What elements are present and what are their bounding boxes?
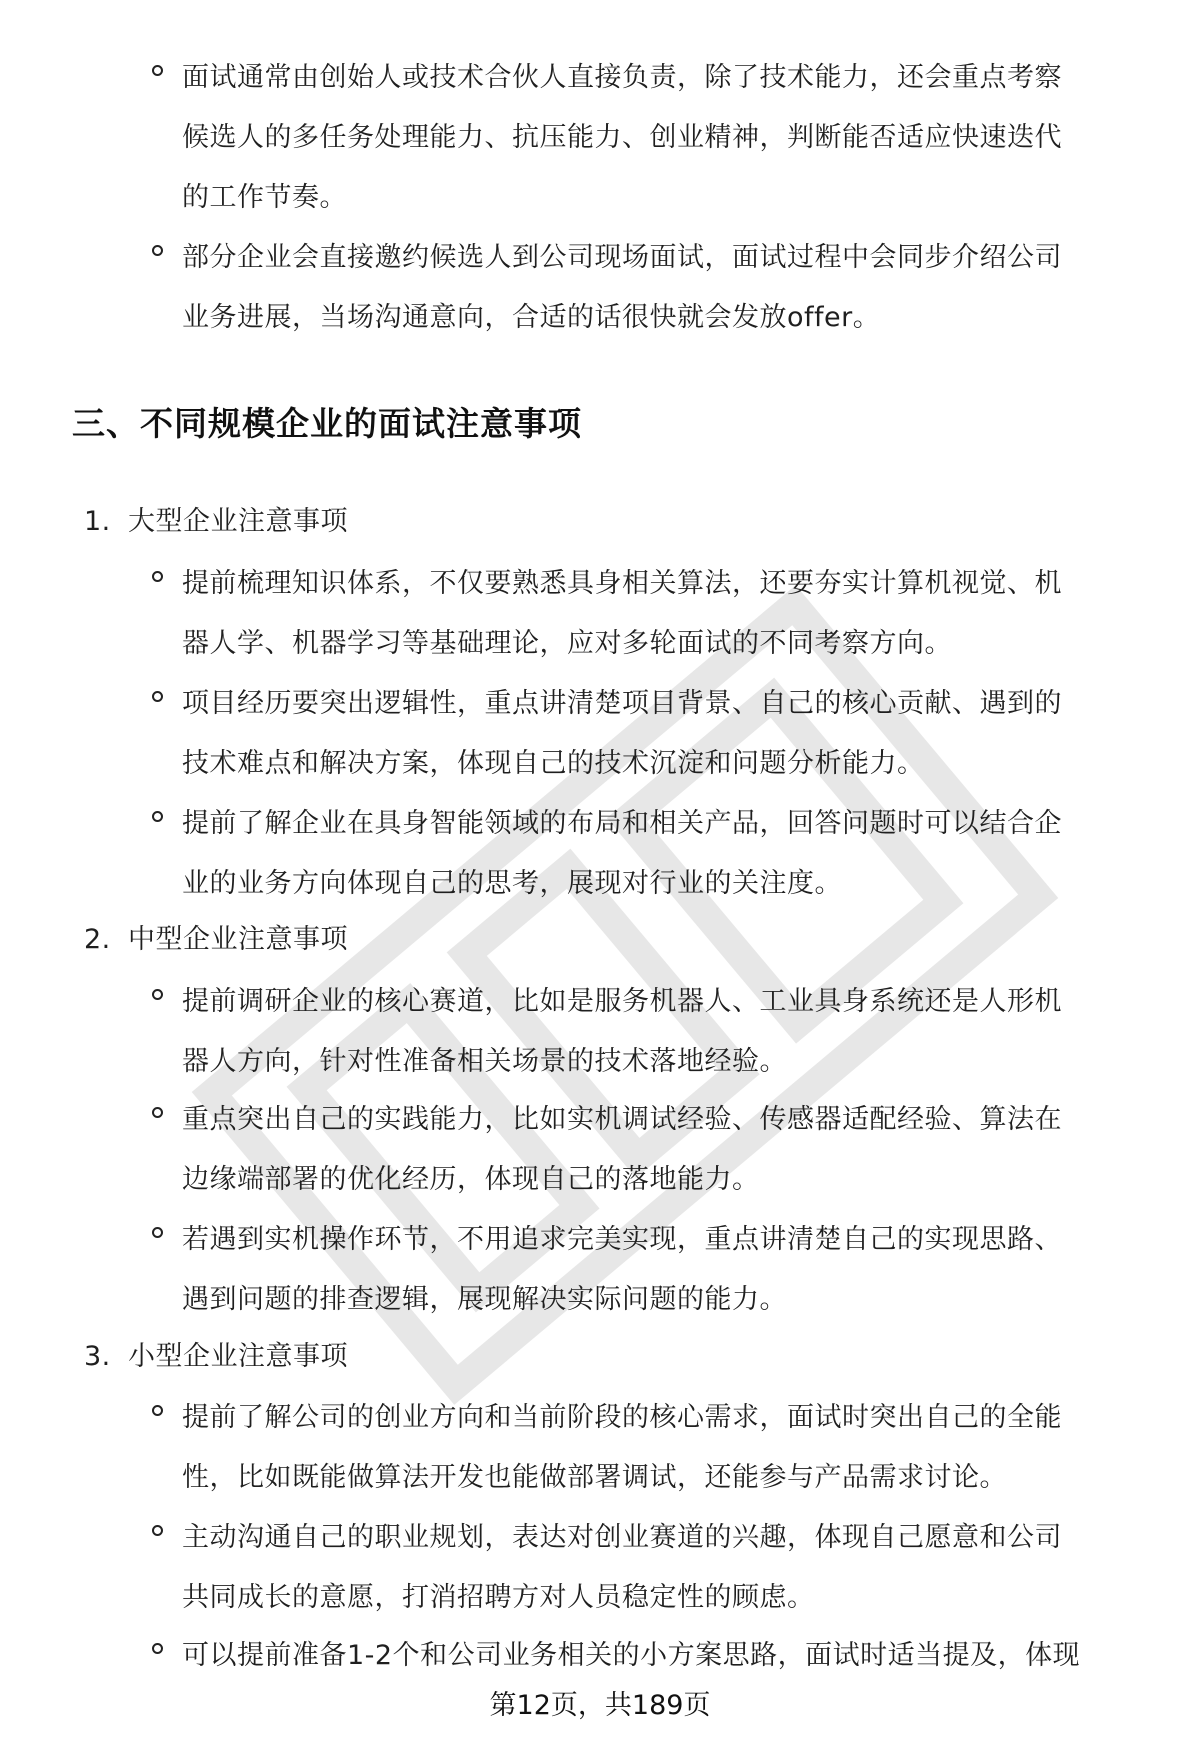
hollow-bullet-icon [152,571,163,582]
bullet-line: 性，比如既能做算法开发也能做部署调试，还能参与产品需求讨论。 [182,1462,1007,1493]
bullet-line: 可以提前准备1-2个和公司业务相关的小方案思路，面试时适当提及，体现 [182,1640,1081,1671]
hollow-bullet-icon [152,1643,163,1654]
subheading-title: 中型企业注意事项 [128,924,348,955]
list-number: 2. [84,924,111,955]
page-number: 第12页，共189页 [489,1690,711,1721]
hollow-bullet-icon [152,245,163,256]
hollow-bullet-icon [152,1227,163,1238]
hollow-bullet-icon [152,1107,163,1118]
bullet-line: 遇到问题的排查逻辑，展现解决实际问题的能力。 [182,1284,787,1315]
section-heading: 三、不同规模企业的面试注意事项 [72,404,582,443]
bullet-line: 面试通常由创始人或技术合伙人直接负责，除了技术能力，还会重点考察 [182,62,1062,93]
bullet-line: 若遇到实机操作环节，不用追求完美实现，重点讲清楚自己的实现思路、 [182,1224,1062,1255]
hollow-bullet-icon [152,65,163,76]
bullet-line: 候选人的多任务处理能力、抗压能力、创业精神，判断能否适应快速迭代 [182,122,1062,153]
bullet-line: 提前调研企业的核心赛道，比如是服务机器人、工业具身系统还是人形机 [182,986,1062,1017]
numbered-subheading [84,502,348,542]
hollow-bullet-icon [152,989,163,1000]
bullet-line: 器人学、机器学习等基础理论，应对多轮面试的不同考察方向。 [182,628,952,659]
bullet-line: 技术难点和解决方案，体现自己的技术沉淀和问题分析能力。 [182,748,925,779]
bullet-line: 业的业务方向体现自己的思考，展现对行业的关注度。 [182,868,842,899]
bullet-line: 提前了解公司的创业方向和当前阶段的核心需求，面试时突出自己的全能 [182,1402,1062,1433]
list-number: 3. [84,1341,111,1372]
bullet-line: 提前梳理知识体系，不仅要熟悉具身相关算法，还要夯实计算机视觉、机 [182,568,1062,599]
bullet-line: 主动沟通自己的职业规划，表达对创业赛道的兴趣，体现自己愿意和公司 [182,1522,1062,1553]
hollow-bullet-icon [152,811,163,822]
bullet-line: 提前了解企业在具身智能领域的布局和相关产品，回答问题时可以结合企 [182,808,1062,839]
hollow-bullet-icon [152,691,163,702]
hollow-bullet-icon [152,1525,163,1536]
bullet-line: 共同成长的意愿，打消招聘方对人员稳定性的顾虑。 [182,1582,815,1613]
bullet-line: 业务进展，当场沟通意向，合适的话很快就会发放offer。 [182,302,881,333]
bullet-line: 的工作节奏。 [182,182,347,213]
bullet-line: 器人方向，针对性准备相关场景的技术落地经验。 [182,1046,787,1077]
numbered-subheading [84,920,348,960]
numbered-subheading [84,1337,348,1377]
bullet-line: 重点突出自己的实践能力，比如实机调试经验、传感器适配经验、算法在 [182,1104,1062,1135]
subheading-title: 大型企业注意事项 [128,506,348,537]
bullet-line: 项目经历要突出逻辑性，重点讲清楚项目背景、自己的核心贡献、遇到的 [182,688,1062,719]
bullet-line: 边缘端部署的优化经历，体现自己的落地能力。 [182,1164,760,1195]
bullet-line: 部分企业会直接邀约候选人到公司现场面试，面试过程中会同步介绍公司 [182,242,1062,273]
list-number: 1. [84,506,111,537]
hollow-bullet-icon [152,1405,163,1416]
subheading-title: 小型企业注意事项 [128,1341,348,1372]
